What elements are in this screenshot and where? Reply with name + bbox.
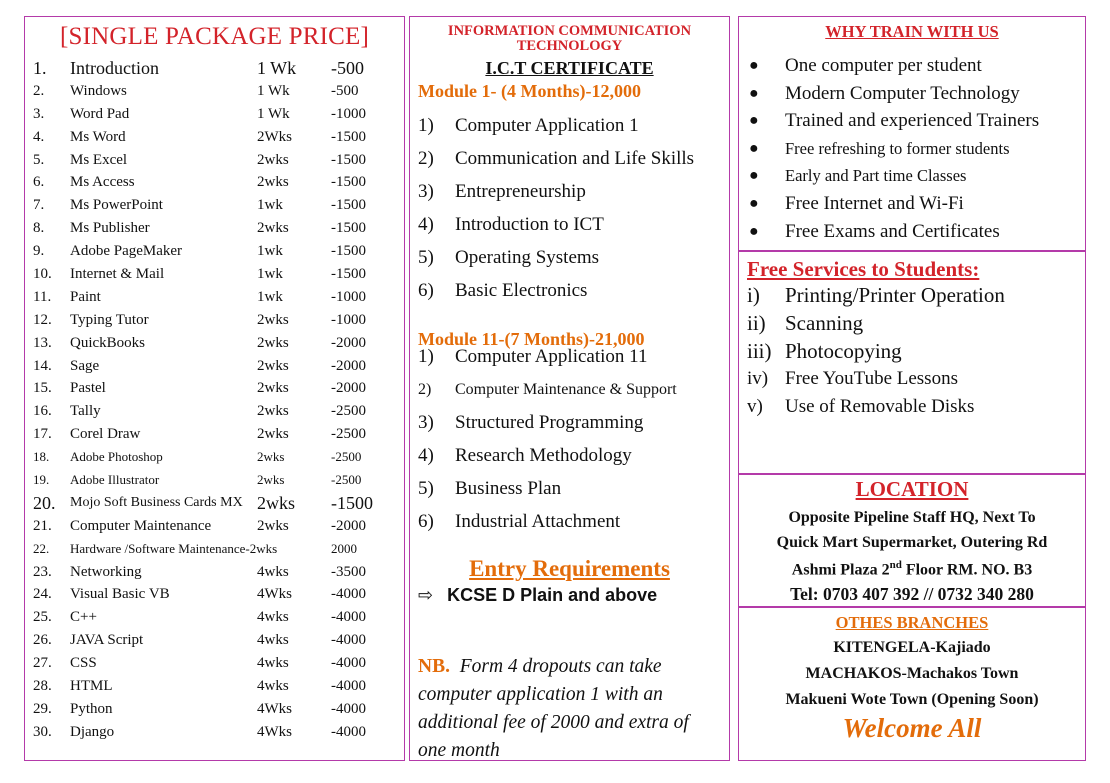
course-number: 26. [33, 632, 52, 649]
free-service-text: Free YouTube Lessons [785, 368, 958, 389]
module-item-number: 6) [418, 511, 434, 532]
bullet-icon: ● [749, 194, 759, 212]
module-item [418, 274, 728, 307]
course-duration: 1 Wk [257, 58, 297, 78]
course-row [33, 561, 393, 584]
free-service-number: iii) [747, 339, 772, 363]
module-item-number: 4) [418, 214, 434, 235]
free-service-text: Use of Removable Disks [785, 396, 975, 417]
module-item [418, 406, 728, 439]
course-duration: 1wk [257, 288, 283, 305]
welcome-message: Welcome All [842, 713, 982, 743]
course-row [33, 194, 393, 217]
course-name: QuickBooks [70, 334, 145, 351]
module-item-number: 2) [418, 148, 434, 169]
course-price: -4000 [331, 655, 366, 672]
course-row [33, 515, 393, 538]
free-service-text: Photocopying [785, 339, 902, 363]
why-item-text: Early and Part time Classes [785, 166, 967, 186]
module-2-list [418, 340, 728, 538]
course-duration: 4Wks [257, 723, 292, 740]
module-item-text: Communication and Life Skills [455, 148, 695, 169]
module-1-list [418, 109, 728, 307]
course-row [33, 606, 393, 629]
why-train-panel [738, 16, 1086, 252]
course-name: Word Pad [70, 105, 130, 122]
course-row [33, 57, 393, 80]
course-price: -4000 [331, 678, 366, 695]
course-name: Hardware /Software Maintenance-2wks [70, 540, 278, 556]
course-price: -1500 [331, 243, 366, 260]
course-name: C++ [70, 609, 97, 626]
location-panel [738, 473, 1086, 608]
course-row [33, 377, 393, 400]
ict-certificate-title: I.C.T CERTIFICATE [485, 58, 654, 78]
free-services-panel [738, 250, 1086, 475]
course-number: 14. [33, 357, 52, 374]
course-duration: 4wks [257, 678, 289, 695]
course-duration: 2wks [257, 426, 289, 443]
course-price: -2500 [331, 403, 366, 420]
entry-requirement [418, 585, 657, 606]
module-item-number: 3) [418, 181, 434, 202]
course-price: -1500 [331, 174, 366, 191]
course-duration: 1wk [257, 197, 283, 214]
course-duration: 2wks [257, 403, 289, 420]
course-duration: 2wks [257, 449, 285, 465]
course-price: -2500 [331, 426, 366, 443]
course-duration: 4wks [257, 632, 289, 649]
module-item [418, 340, 728, 373]
course-number: 28. [33, 678, 52, 695]
module-item [418, 439, 728, 472]
course-number: 17. [33, 426, 52, 443]
course-row [33, 240, 393, 263]
course-number: 12. [33, 311, 52, 328]
course-row [33, 103, 393, 126]
course-row [33, 286, 393, 309]
course-number: 9. [33, 243, 45, 260]
course-name: Ms Publisher [70, 220, 150, 237]
course-row [33, 583, 393, 606]
course-number: 20. [33, 492, 56, 513]
course-duration: 4wks [257, 655, 289, 672]
course-number: 10. [33, 266, 52, 283]
course-row [33, 446, 393, 469]
course-name: Typing Tutor [70, 311, 149, 328]
why-item-text: Free Internet and Wi-Fi [785, 192, 964, 214]
course-row [33, 698, 393, 721]
module-item-text: Business Plan [455, 478, 562, 499]
bullet-icon: ● [749, 84, 759, 102]
module-item-number: 6) [418, 280, 434, 301]
course-number: 18. [33, 449, 50, 465]
free-service-number: iv) [747, 368, 769, 389]
course-price: -2000 [331, 334, 366, 351]
ict-panel [409, 16, 730, 761]
course-name: Paint [70, 288, 101, 305]
module-item-text: Research Methodology [455, 445, 632, 466]
course-price: -4000 [331, 586, 366, 603]
course-duration: 2wks [257, 380, 289, 397]
module-item [418, 175, 728, 208]
course-row [33, 217, 393, 240]
module-item-number: 2) [418, 381, 432, 398]
free-services-title: Free Services to Students: [747, 257, 980, 281]
course-name: Python [70, 700, 113, 717]
course-row [33, 492, 393, 515]
course-number: 25. [33, 609, 52, 626]
course-name: Adobe Photoshop [70, 449, 163, 465]
course-name: Ms Word [70, 128, 126, 145]
module-item-text: Operating Systems [455, 247, 600, 268]
course-duration: 2wks [257, 311, 289, 328]
course-row [33, 721, 393, 744]
course-number: 21. [33, 517, 52, 534]
course-price: -4000 [331, 609, 366, 626]
course-name: Django [70, 723, 115, 740]
course-price: -500 [331, 82, 359, 99]
course-number: 23. [33, 563, 52, 580]
course-row [33, 538, 393, 561]
course-duration: 1 Wk [257, 82, 290, 99]
course-duration: 2Wks [257, 128, 292, 145]
course-name: Networking [70, 563, 142, 580]
course-number: 5. [33, 151, 45, 168]
branches-title: OTHES BRANCHES [835, 613, 989, 632]
course-duration: 2wks [257, 220, 289, 237]
course-number: 22. [33, 540, 50, 556]
course-row [33, 355, 393, 378]
branch-kitengela: KITENGELA-Kajiado [833, 639, 991, 656]
course-price: -4000 [331, 632, 366, 649]
ict-heading: INFORMATION COMMUNICATION TECHNOLOGY [447, 23, 692, 54]
course-name: Ms Access [70, 174, 135, 191]
location-line-3 [739, 559, 1085, 579]
course-price: -4000 [331, 723, 366, 740]
course-duration: 2wks [257, 492, 296, 513]
course-row [33, 652, 393, 675]
module-item-number: 4) [418, 445, 434, 466]
course-number: 2. [33, 82, 45, 99]
course-name: Windows [70, 82, 127, 99]
course-number: 15. [33, 380, 52, 397]
entry-requirements-title: Entry Requirements [469, 556, 670, 581]
course-number: 13. [33, 334, 52, 351]
module-item [418, 142, 728, 175]
course-name: Mojo Soft Business Cards MX [70, 494, 243, 510]
module-1-title: Module 1- (4 Months)-12,000 [418, 81, 641, 101]
course-number: 24. [33, 586, 52, 603]
nb-note [418, 653, 718, 765]
course-number: 3. [33, 105, 45, 122]
course-number: 7. [33, 197, 45, 214]
location-building: Ashmi Plaza 2 [791, 561, 890, 579]
module-item-text: Structured Programming [455, 412, 644, 433]
single-package-panel [24, 16, 405, 761]
location-floor-suffix: nd [889, 559, 902, 571]
free-service-number: v) [747, 396, 763, 417]
course-price: -2500 [331, 472, 362, 488]
course-name: HTML [70, 678, 113, 695]
course-row [33, 629, 393, 652]
course-price: -1000 [331, 288, 366, 305]
entry-requirement-text: KCSE D Plain and above [447, 585, 658, 605]
course-list [33, 57, 393, 744]
course-row [33, 126, 393, 149]
why-item-text: Modern Computer Technology [785, 82, 1020, 104]
course-duration: 2wks [257, 357, 289, 374]
course-price: -1500 [331, 266, 366, 283]
module-item-number: 5) [418, 478, 434, 499]
bullet-icon: ● [749, 167, 759, 185]
module-item-text: Industrial Attachment [455, 511, 621, 532]
course-name: JAVA Script [70, 632, 144, 649]
branch-machakos: MACHAKOS-Machakos Town [805, 665, 1019, 682]
course-row [33, 675, 393, 698]
module-item-number: 3) [418, 412, 434, 433]
course-row [33, 171, 393, 194]
course-price: -2000 [331, 357, 366, 374]
course-name: Ms PowerPoint [70, 197, 163, 214]
course-row [33, 423, 393, 446]
course-duration: 4wks [257, 563, 289, 580]
course-name: Visual Basic VB [70, 586, 170, 603]
course-name: Computer Maintenance [70, 517, 212, 534]
module-item-text: Basic Electronics [455, 280, 588, 301]
location-room: Floor RM. NO. B3 [901, 561, 1033, 579]
course-name: Introduction [70, 58, 159, 78]
course-name: Pastel [70, 380, 106, 397]
course-row [33, 80, 393, 103]
telephone-numbers: Tel: 0703 407 392 // 0732 340 280 [790, 584, 1034, 604]
free-service-number: i) [747, 283, 760, 307]
course-row [33, 149, 393, 172]
course-number: 16. [33, 403, 52, 420]
course-duration: 1 Wk [257, 105, 290, 122]
why-item-text: Free refreshing to former students [785, 138, 1010, 158]
course-duration: 2wks [257, 472, 285, 488]
course-price: -1000 [331, 105, 366, 122]
course-duration: 2wks [257, 334, 289, 351]
module-item [418, 505, 728, 538]
course-name: Adobe PageMaker [70, 243, 183, 260]
bullet-icon: ● [749, 222, 759, 240]
module-item [418, 373, 728, 406]
course-duration: 2wks [257, 174, 289, 191]
free-service-text: Printing/Printer Operation [785, 283, 1005, 307]
module-item-text: Computer Application 11 [455, 346, 648, 367]
course-price: -4000 [331, 700, 366, 717]
free-service-text: Scanning [785, 311, 864, 335]
course-number: 27. [33, 655, 52, 672]
module-item-text: Computer Application 1 [455, 115, 639, 136]
course-price: -1500 [331, 492, 373, 513]
course-number: 11. [33, 288, 52, 305]
course-name: Internet & Mail [70, 266, 165, 283]
course-number: 8. [33, 220, 45, 237]
course-number: 29. [33, 700, 52, 717]
course-price: -1000 [331, 311, 366, 328]
arrow-right-icon: ⇨ [418, 585, 434, 606]
branch-makueni: Makueni Wote Town (Opening Soon) [785, 691, 1039, 708]
course-price: -2000 [331, 517, 366, 534]
why-item-text: Trained and experienced Trainers [785, 110, 1040, 132]
module-item-number: 1) [418, 346, 434, 367]
course-price: -3500 [331, 563, 366, 580]
course-price: -2500 [331, 449, 362, 465]
module-item [418, 472, 728, 505]
course-number: 6. [33, 174, 45, 191]
location-line-2: Quick Mart Supermarket, Outering Rd [776, 534, 1048, 551]
course-price: -1500 [331, 151, 366, 168]
branches-panel [738, 606, 1086, 761]
course-price: 2000 [331, 540, 357, 556]
course-row [33, 263, 393, 286]
bullet-icon: ● [749, 112, 759, 130]
course-row [33, 469, 393, 492]
module-item [418, 109, 728, 142]
course-duration: 1wk [257, 243, 283, 260]
course-price: -1500 [331, 128, 366, 145]
bullet-icon: ● [749, 57, 759, 74]
course-name: Tally [70, 403, 101, 420]
module-item-text: Entrepreneurship [455, 181, 586, 202]
location-title: LOCATION [855, 477, 969, 501]
course-name: Sage [70, 357, 100, 374]
module-item-text: Computer Maintenance & Support [455, 381, 677, 398]
course-duration: 2wks [257, 151, 289, 168]
single-package-title: [SINGLE PACKAGE PRICE] [59, 23, 370, 50]
module-item-number: 5) [418, 247, 434, 268]
course-price: -1500 [331, 197, 366, 214]
course-row [33, 332, 393, 355]
course-name: Adobe Illustrator [70, 472, 160, 488]
course-number: 1. [33, 58, 47, 78]
why-train-title: WHY TRAIN WITH US [825, 22, 999, 41]
module-item-number: 1) [418, 115, 434, 136]
location-line-1: Opposite Pipeline Staff HQ, Next To [788, 509, 1036, 526]
bullet-icon: ● [749, 139, 759, 157]
course-name: Ms Excel [70, 151, 128, 168]
why-item-text: Free Exams and Certificates [785, 220, 1000, 242]
course-name: CSS [70, 655, 97, 672]
course-duration: 4Wks [257, 586, 292, 603]
nb-text: Form 4 dropouts can take computer application 1 with an additional fee of 2000 and extra of one month [418, 656, 689, 761]
course-number: 19. [33, 472, 50, 488]
module-item [418, 208, 728, 241]
course-row [33, 309, 393, 332]
nb-label: NB. [418, 656, 450, 677]
course-duration: 4wks [257, 609, 289, 626]
course-duration: 4Wks [257, 700, 292, 717]
course-duration: 1wk [257, 266, 283, 283]
course-number: 30. [33, 723, 52, 740]
course-row [33, 400, 393, 423]
why-item-text: One computer per student [785, 55, 982, 76]
course-price: -1500 [331, 220, 366, 237]
free-service-number: ii) [747, 311, 766, 335]
module-item-text: Introduction to ICT [455, 214, 604, 235]
course-price: -2000 [331, 380, 366, 397]
course-name: Corel Draw [70, 426, 141, 443]
course-number: 4. [33, 128, 45, 145]
course-duration: 2wks [257, 517, 289, 534]
course-price: -500 [331, 58, 364, 78]
module-2-title: Module 11-(7 Months)-21,000 [418, 329, 645, 349]
module-item [418, 241, 728, 274]
